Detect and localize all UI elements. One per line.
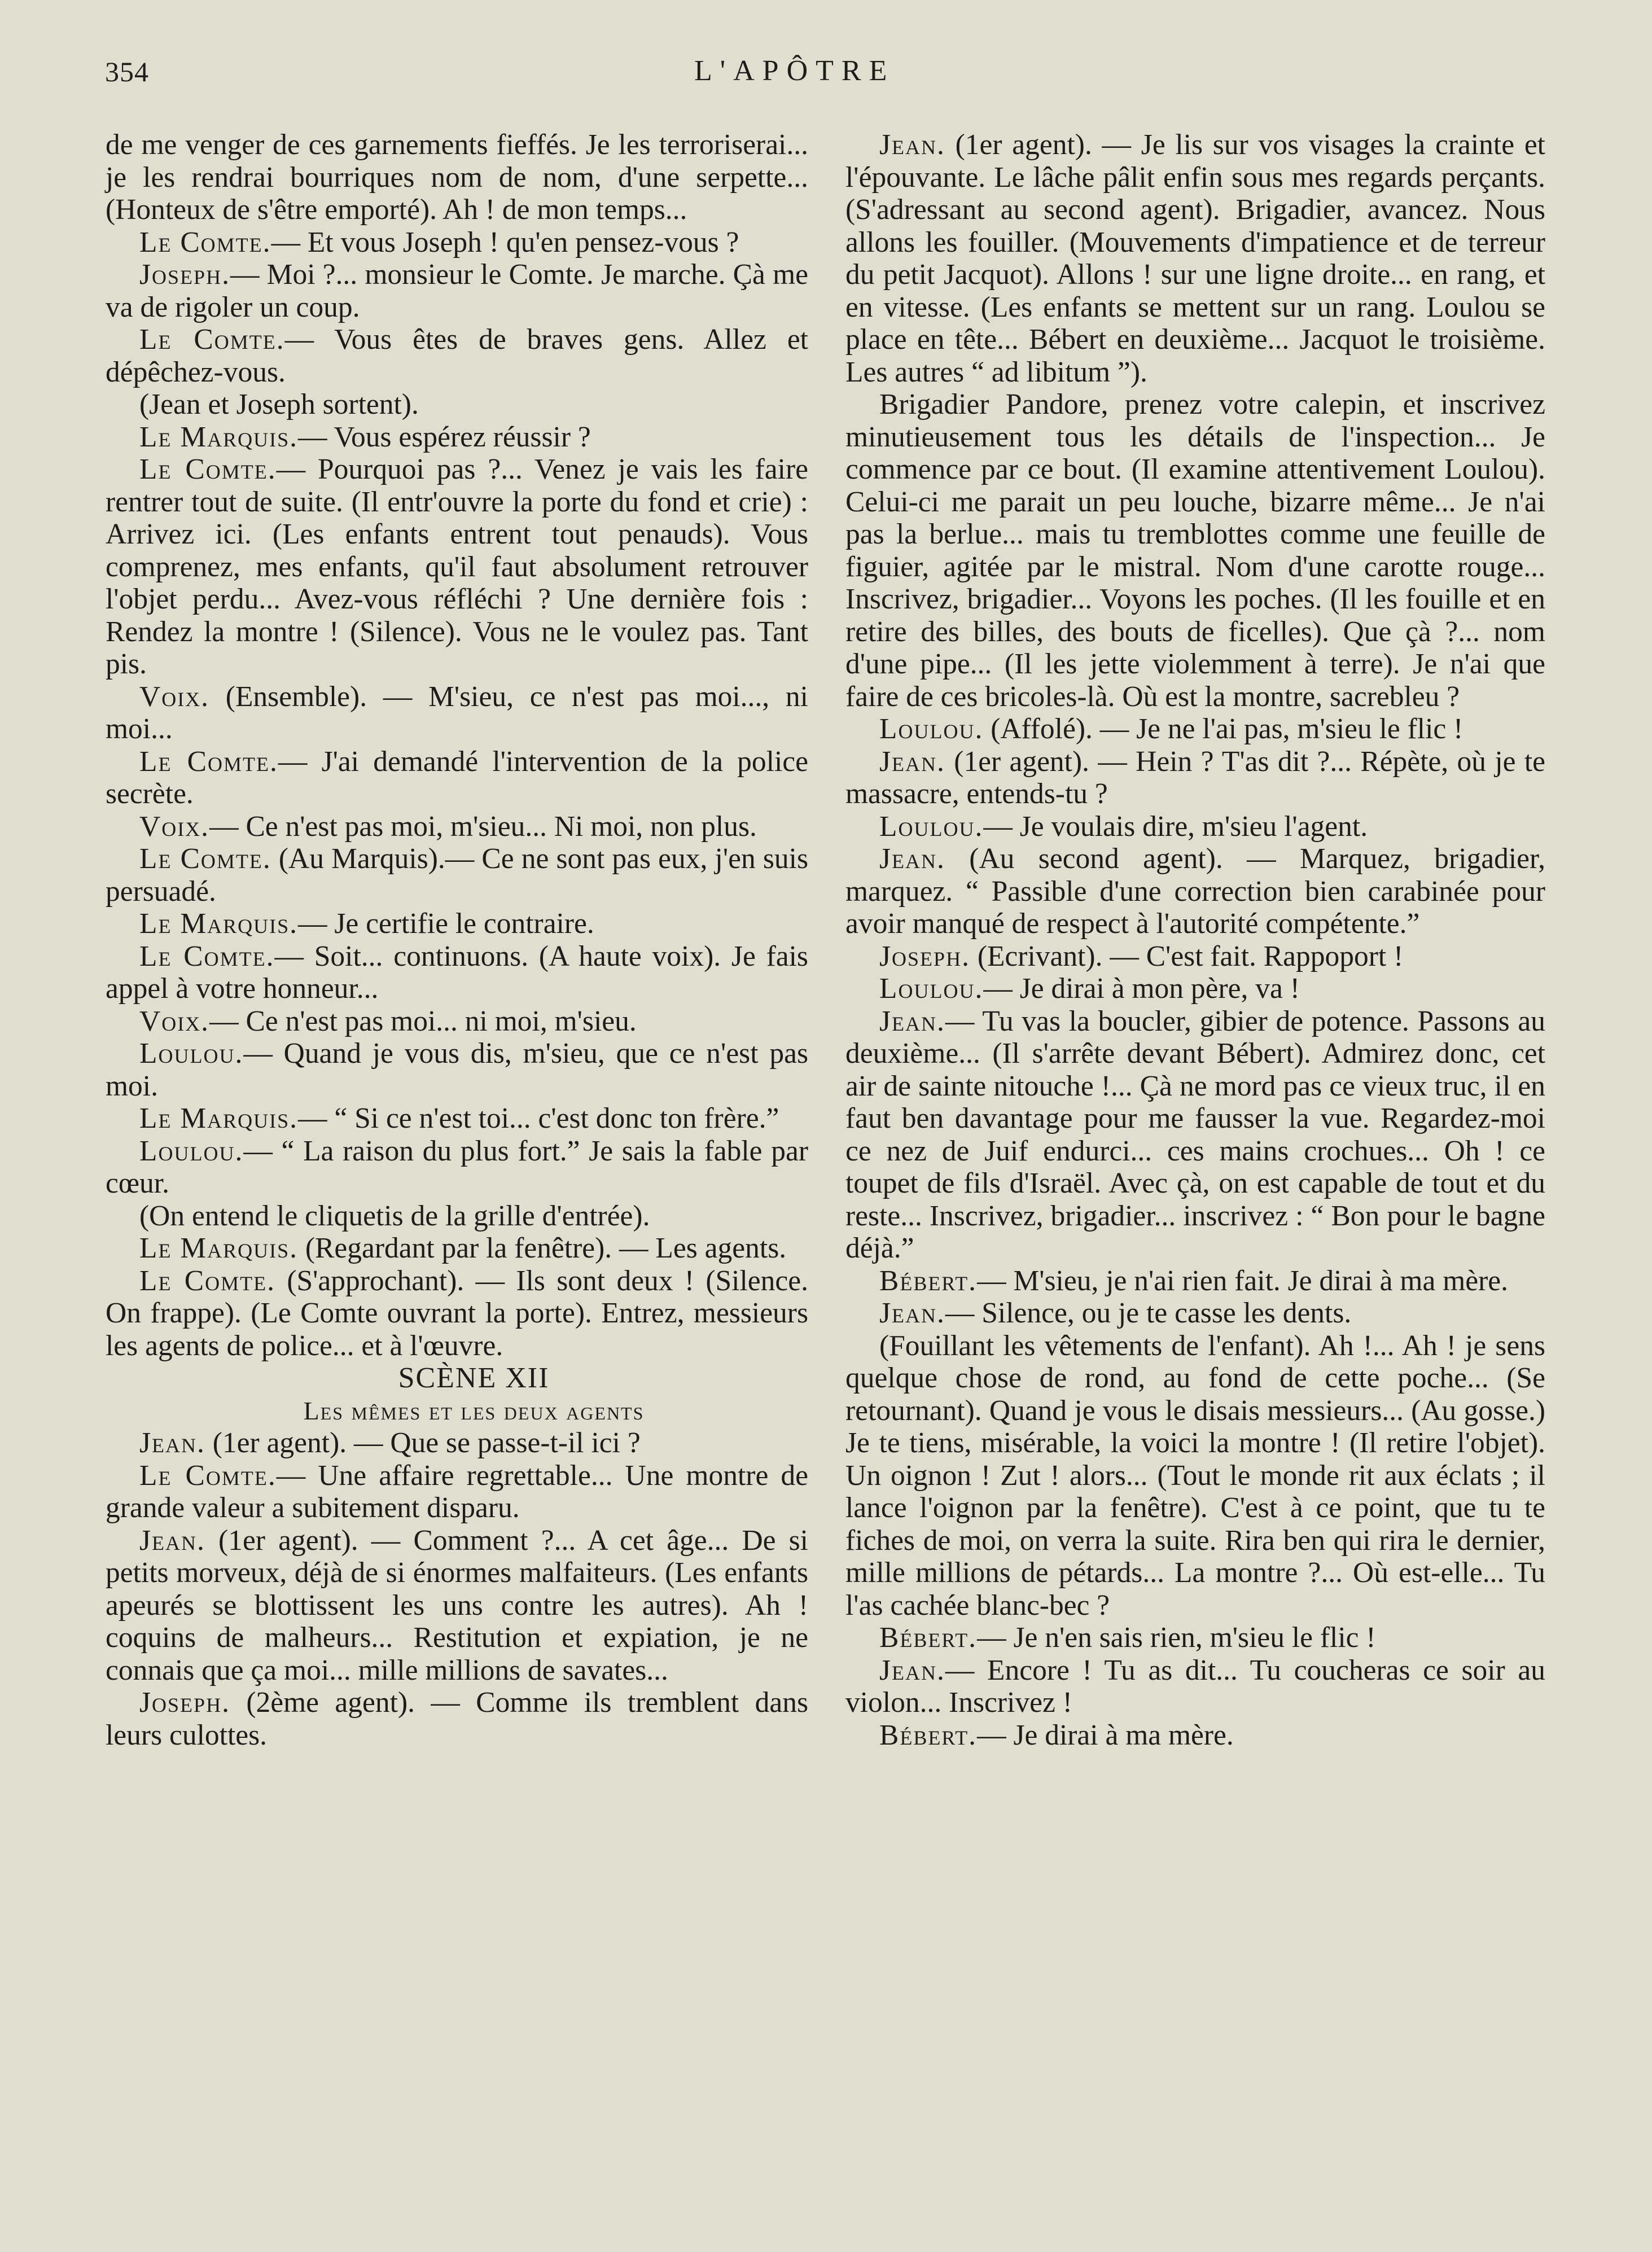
dialogue-text: Brigadier Pandore, prenez votre calepin, et inscrivez minutieusement tous les détails de l'inspection... Je commence par ce bout. (Il examine attentivement Loulou). Celui-ci me parait un peu louche, bizarre même... Je n'ai pas la berlue... mais tu tremblottes comme une feuille de figuier, agitée par le mistral. Nom d'une carotte rouge... Inscrivez, brigadier... Voyons les poches. (Il les fouille et en retire des billes, des bouts de ficelles). Que çà ?... nom d'une pipe... (Il les jette violemment à terre). Je n'ai que faire de ces bricoles-là. Où est la montre, sacrebleu ? [845,388,1545,713]
dialogue-paragraph [845,843,1545,940]
speaker-name: Le Comte. [139,1264,276,1297]
speaker-name: Bébert. [879,1622,978,1654]
dialogue-paragraph [106,1686,808,1751]
dialogue-text: — Je certifie le contraire. [298,908,594,940]
dialogue-text: — M'sieu, je n'ai rien fait. Je dirai à ma mère. [977,1264,1508,1297]
dialogue-paragraph [106,940,808,1005]
dialogue-paragraph [845,1330,1545,1622]
dialogue-paragraph [106,810,808,843]
dialogue-paragraph [106,1524,808,1687]
dialogue-paragraph [845,1719,1545,1752]
dialogue-text: (1er agent). — Que se passe-t-il ici ? [205,1427,641,1459]
dialogue-paragraph [106,129,808,226]
dialogue-paragraph [845,1265,1545,1298]
speaker-name: Le Comte. [139,453,277,485]
speaker-name: Le Marquis. [139,1232,299,1264]
dialogue-text: — Je voulais dire, m'sieu l'agent. [983,810,1368,843]
dialogue-paragraph [106,1005,808,1038]
dialogue-text: — Et vous Joseph ! qu'en pensez-vous ? [271,226,739,259]
speaker-name: Jean. [879,843,945,875]
dialogue-text: — Vous espérez réussir ? [298,420,591,453]
speaker-name: Le Comte. [139,226,271,259]
speaker-name: Jean. [139,1427,205,1459]
scene-subtitle: Les mêmes et les deux agents [303,1396,645,1425]
dialogue-text: (2ème agent). — Comme ils tremblent dans leurs culottes. [106,1686,808,1751]
dialogue-text: (Au Marquis).— Ce ne sont pas eux, j'en suis persuadé. [106,843,808,908]
right-column [845,129,1545,1751]
dialogue-text: de me venger de ces garnements fieffés. Je les terroriserai... je les rendrai bourriques nom de nom, d'une serpette... (Honteux de s'être emporté). Ah ! de mon temps... [106,129,808,226]
dialogue-paragraph [845,1005,1545,1265]
dialogue-text: (Jean et Joseph sortent). [139,388,419,420]
speaker-name: Joseph. [879,940,970,972]
speaker-name: Loulou. [139,1134,244,1167]
dialogue-paragraph [845,972,1545,1005]
dialogue-paragraph [106,388,808,421]
dialogue-text: — Une affaire regrettable... Une montre de grande valeur a subitement disparu. [106,1459,808,1524]
dialogue-paragraph [106,1427,808,1460]
speaker-name: Loulou. [139,1037,244,1070]
dialogue-text: — Encore ! Tu as dit... Tu coucheras ce soir au violon... Inscrivez ! [845,1654,1545,1719]
dialogue-paragraph [106,421,808,454]
dialogue-paragraph [845,388,1545,713]
running-title: L'APÔTRE [694,55,895,87]
speaker-name: Jean. [879,129,945,161]
dialogue-text: — “ La raison du plus fort.” Je sais la fable par cœur. [106,1134,808,1199]
dialogue-paragraph [106,746,808,810]
speaker-name: Le Comte. [139,1459,277,1492]
dialogue-text: — Quand je vous dis, m'sieu, que ce n'est pas moi. [106,1037,808,1102]
dialogue-paragraph [106,1232,808,1265]
dialogue-text: (On entend le cliquetis de la grille d'entrée). [139,1199,650,1232]
speaker-name: Loulou. [879,713,984,745]
dialogue-paragraph [845,129,1545,388]
dialogue-text: — Je dirai à ma mère. [977,1719,1234,1751]
speaker-name: Le Marquis. [139,1102,299,1134]
speaker-name: Voix. [139,680,210,713]
dialogue-paragraph [845,1622,1545,1654]
speaker-name: Joseph. [139,259,230,291]
speaker-name: Jean. [879,745,945,778]
speaker-name: Le Marquis. [139,908,299,940]
dialogue-text: (S'approchant). — Ils sont deux ! (Silence. On frappe). (Le Comte ouvrant la porte). Entrez, messieurs les agents de police... et à l'œuvre. [106,1264,808,1362]
dialogue-paragraph [106,323,808,388]
speaker-name: Jean. [879,1654,945,1686]
dialogue-text: — Silence, ou je te casse les dents. [945,1297,1352,1329]
dialogue-paragraph [106,1037,808,1102]
scene-title: SCÈNE XII [398,1362,550,1394]
dialogue-text: — Ce n'est pas moi, m'sieu... Ni moi, non plus. [209,810,757,843]
dialogue-paragraph [845,810,1545,843]
right-text-block [845,129,1545,1751]
dialogue-paragraph [106,1460,808,1524]
dialogue-text: (1er agent). — Hein ? T'as dit ?... Répète, où je te massacre, entends-tu ? [845,745,1545,810]
dialogue-text: — Je dirai à mon père, va ! [983,972,1300,1005]
dialogue-text: — Moi ?... monsieur le Comte. Je marche. Çà me va de rigoler un coup. [106,259,808,323]
speaker-name: Le Comte. [139,843,271,875]
speaker-name: Joseph. [139,1686,230,1719]
speaker-name: Le Comte. [139,940,275,972]
dialogue-text: (Ensemble). — M'sieu, ce n'est pas moi..., ni moi... [106,680,808,745]
dialogue-text: — Vous êtes de braves gens. Allez et dépêchez-vous. [106,323,808,388]
dialogue-paragraph [106,453,808,681]
dialogue-paragraph [845,746,1545,810]
speaker-name: Loulou. [879,810,984,843]
page-number: 354 [105,56,149,87]
dialogue-text: — Je n'en sais rien, m'sieu le flic ! [977,1622,1376,1654]
dialogue-text: — Pourquoi pas ?... Venez je vais les faire rentrer tout de suite. (Il entr'ouvre la porte du fond et crie) : Arrivez ici. (Les enfants entrent tout penauds). Vous comprenez, mes enfants, qu'il faut absolument retrouver l'objet perdu... Avez-vous réfléchi ? Une dernière fois : Rendez la montre ! (Silence). Vous ne le voulez pas. Tant pis. [106,453,808,680]
dialogue-text: (1er agent). — Comment ?... A cet âge... De si petits morveux, déjà de si énormes malfaiteurs. (Les enfants apeurés se blottissent les uns contre les autres). Ah ! coquins de malheurs... Restitution et expiation, je ne connais que ça moi... mille millions de savates... [106,1524,808,1686]
dialogue-paragraph [106,1135,808,1200]
speaker-name: Bébert. [879,1719,978,1751]
dialogue-paragraph [106,908,808,940]
dialogue-text: — “ Si ce n'est toi... c'est donc ton frère.” [298,1102,779,1134]
dialogue-text: (Affolé). — Je ne l'ai pas, m'sieu le flic ! [983,713,1463,745]
left-column [106,129,808,1751]
dialogue-paragraph [845,713,1545,746]
dialogue-paragraph [106,681,808,746]
dialogue-text: (Ecrivant). — C'est fait. Rappoport ! [970,940,1404,972]
speaker-name: Bébert. [879,1264,978,1297]
dialogue-paragraph [106,259,808,323]
dialogue-paragraph [845,1654,1545,1719]
dialogue-text: — Ce n'est pas moi... ni moi, m'sieu. [209,1005,637,1037]
speaker-name: Jean. [139,1524,205,1557]
dialogue-text: — Soit... continuons. (A haute voix). Je fais appel à votre honneur... [106,940,808,1005]
speaker-name: Jean. [879,1005,945,1037]
dialogue-paragraph [106,226,808,259]
dialogue-text: — J'ai demandé l'intervention de la police secrète. [106,745,808,810]
speaker-name: Voix. [139,810,210,843]
dialogue-text: — Tu vas la boucler, gibier de potence. Passons au deuxième... (Il s'arrête devant Bébert). Admirez donc, cet air de sainte nitouche !... Çà ne mord pas ce vieux truc, il en faut ben davantage pour me fausser la vue. Regardez-moi ce nez de Juif endurci... ces mains crochues... Oh ! ce toupet de fils d'Israël. Avec çà, on est capable de tout et du reste... Inscrivez, brigadier... inscrivez : “ Bon pour le bagne déjà.” [845,1005,1545,1264]
dialogue-text: (Fouillant les vêtements de l'enfant). Ah !... Ah ! je sens quelque chose de rond, au fond de cette poche... (Se retournant). Quand je vous le disais messieurs... (Au gosse.) Je te tiens, misérable, la voici la montre ! (Il retire l'objet). Un oignon ! Zut ! alors... (Tout le monde rit aux éclats ; il lance l'oignon par la fenêtre). C'est à ce point, que tu te fiches de moi, on verra la suite. Rira ben qui rira le dernier, mille millions de pétards... La montre ?... Où est-elle... Tu l'as cachée blanc-bec ? [845,1329,1545,1622]
dialogue-text: (Regardant par la fenêtre). — Les agents. [298,1232,787,1264]
speaker-name: Loulou. [879,972,984,1005]
left-text-block [106,129,808,1362]
speaker-name: Voix. [139,1005,210,1037]
dialogue-paragraph [845,1297,1545,1330]
speaker-name: Le Comte. [139,745,278,778]
left-text-block-2 [106,1427,808,1751]
dialogue-paragraph [106,1265,808,1362]
dialogue-paragraph [106,1102,808,1135]
dialogue-text: (Au second agent). — Marquez, brigadier, marquez. “ Passible d'une correction bien carabinée pour avoir manqué de respect à l'autorité compétente.” [845,843,1545,940]
speaker-name: Jean. [879,1297,945,1329]
dialogue-paragraph [845,940,1545,973]
speaker-name: Le Marquis. [139,420,299,453]
dialogue-paragraph [106,1200,808,1233]
speaker-name: Le Comte. [139,323,285,356]
dialogue-text: (1er agent). — Je lis sur vos visages la crainte et l'épouvante. Le lâche pâlit enfin sous mes regards perçants. (S'adressant au second agent). Brigadier, avancez. Nous allons les fouiller. (Mouvements d'impatience et de terreur du petit Jacquot). Allons ! sur une ligne droite... en rang, et en vitesse. (Les enfants se mettent sur un rang. Loulou se place en tête... Bébert en deuxième... Jacquot le troisième. Les autres “ ad libitum ”). [845,129,1545,388]
dialogue-paragraph [106,843,808,908]
